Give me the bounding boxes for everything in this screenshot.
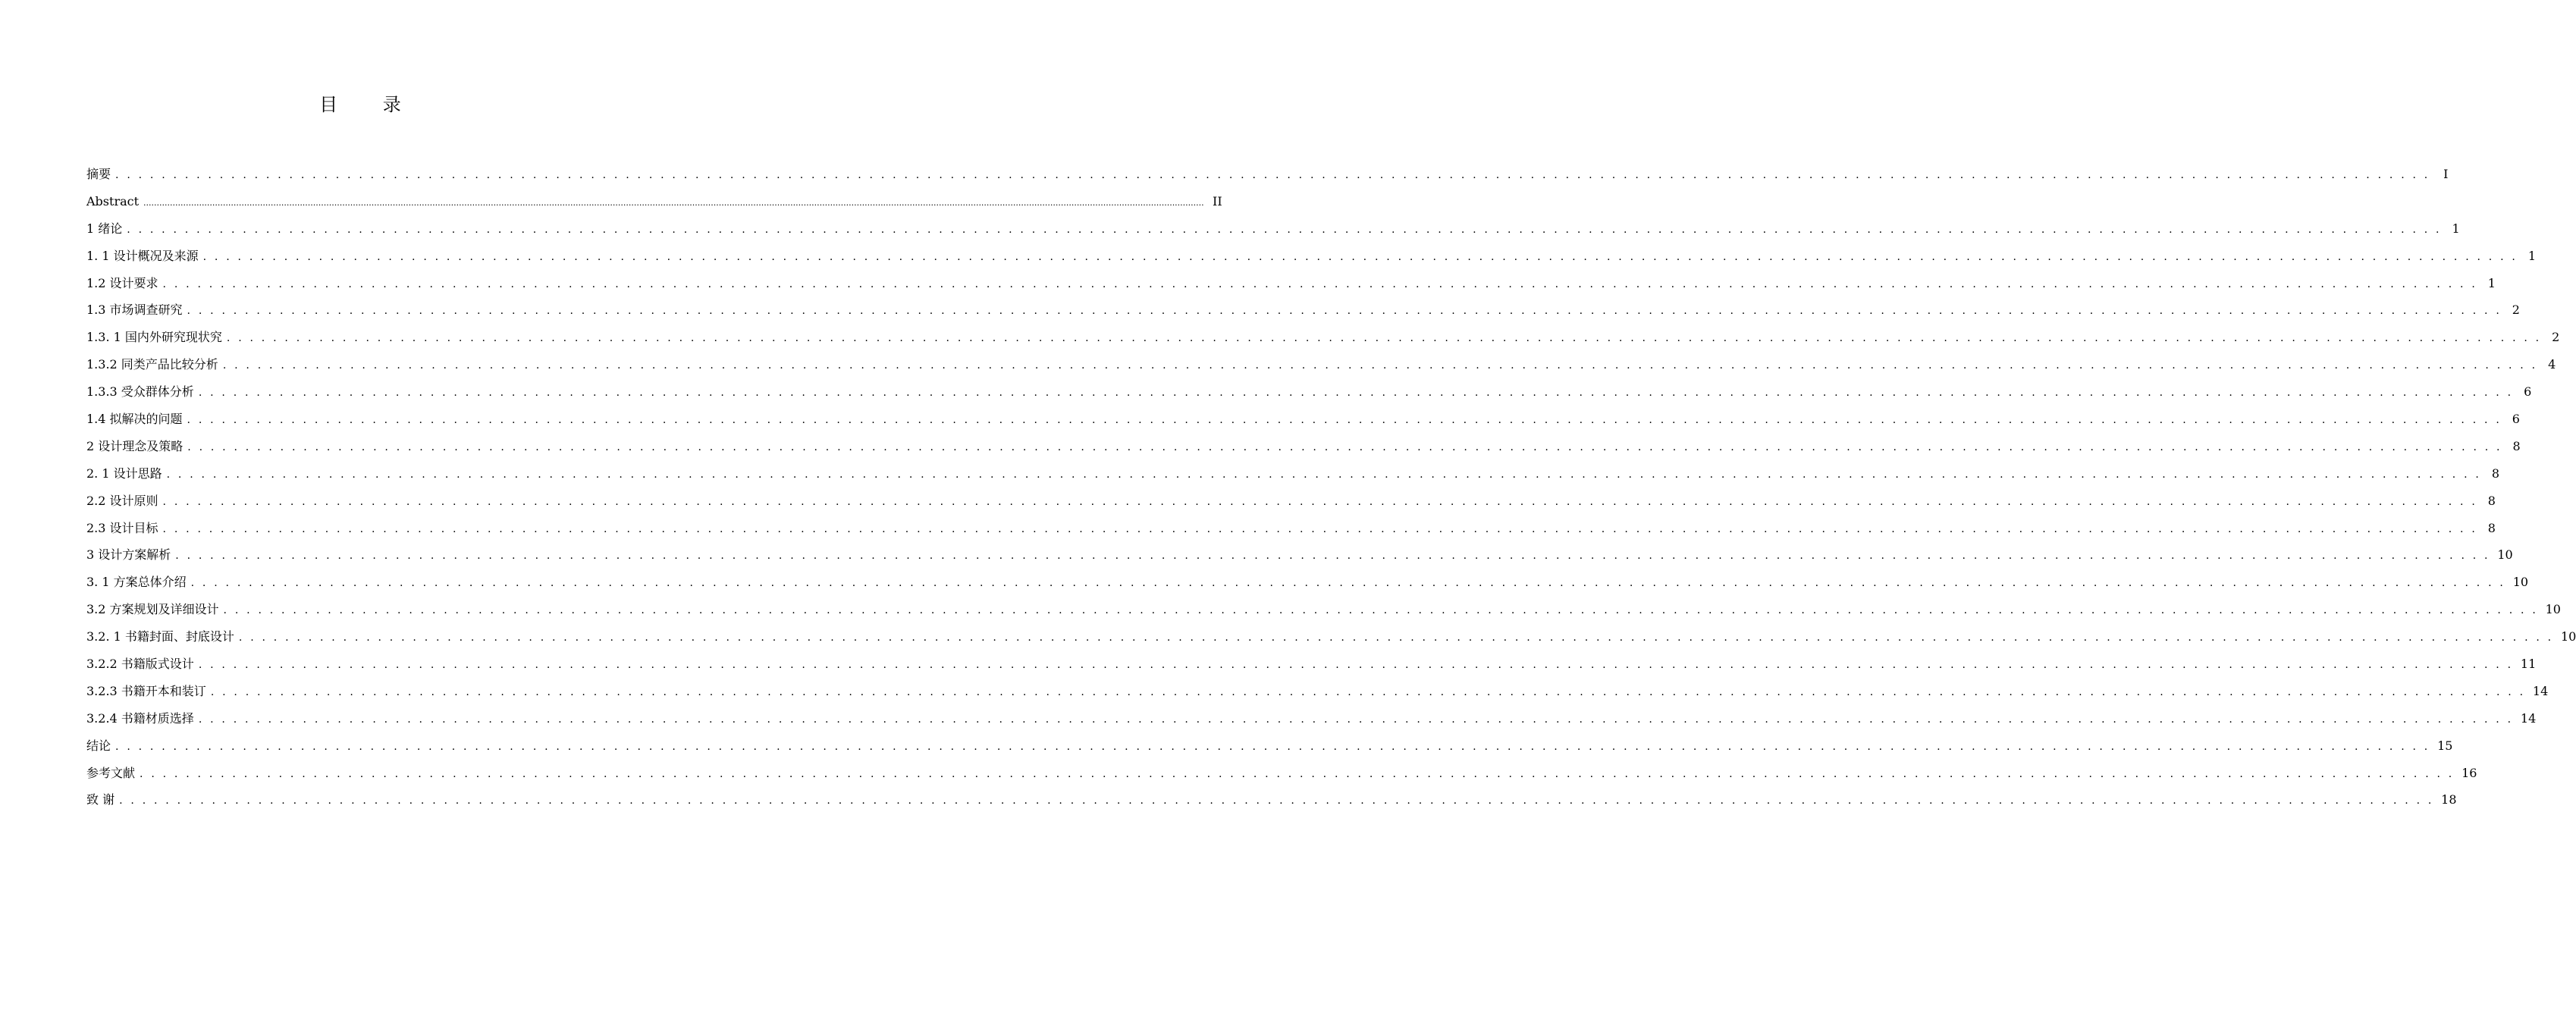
toc-entry-label: 3. 1 方案总体介绍 bbox=[86, 575, 187, 590]
toc-entry-page-number: 2 bbox=[2552, 330, 2560, 345]
toc-leader-dots: . . . . . . . . . . . . . . . . . . . . . . . . . . . . . . . . . . . . . . . . . . . . . . . . . . . . . . . . . . . . . . . . . . . . . . . . . . . . . . . . . . . . . . . . . . . . . . . . . . . . . . . . . . . . . . . . . . . . . . . . . . . . . . . . . . . . . . . . . . . . . . . . . . . . . . . . . . . . . . . . . . . . . . . . . . . . . . . . . . . . . . . . . . . . . . . . . . . . . . . . bbox=[198, 713, 2514, 726]
toc-entry-page-number: 6 bbox=[2524, 384, 2532, 400]
toc-entry[interactable] bbox=[86, 488, 2496, 515]
toc-entry-label: 1.2 设计要求 bbox=[86, 275, 158, 290]
toc-entry[interactable] bbox=[86, 351, 2556, 378]
toc-entry[interactable] bbox=[86, 324, 2560, 351]
toc-entry[interactable] bbox=[86, 188, 1222, 215]
toc-leader-dots: . . . . . . . . . . . . . . . . . . . . . . . . . . . . . . . . . . . . . . . . . . . . . . . . . . . . . . . . . . . . . . . . . . . . . . . . . . . . . . . . . . . . . . . . . . . . . . . . . . . . . . . . . . . . . . . . . . . . . . . . . . . . . . . . . . . . . . . . . . . . . . . . . . . . . . . . . . . . . . . . . . . . . . . . . . . . . . . . . . . . . . . . . . . . . . . . . . . . . . . . bbox=[187, 441, 2502, 453]
toc-entry-page-number: I bbox=[2443, 167, 2449, 181]
toc-entry-label: 3 设计方案解析 bbox=[86, 547, 171, 563]
toc-entry-label: 3.2 方案规划及详细设计 bbox=[86, 602, 219, 617]
toc-leader-dots: . . . . . . . . . . . . . . . . . . . . . . . . . . . . . . . . . . . . . . . . . . . . . . . . . . . . . . . . . . . . . . . . . . . . . . . . . . . . . . . . . . . . . . . . . . . . . . . . . . . . . . . . . . . . . . . . . . . . . . . . . . . . . . . . . . . . . . . . . . . . . . . . . . . . . . . . . . . . . . . . . . . . . . . . . . . . . . . . . . . . . . . . . . . . . . . . . . . . . . . . bbox=[202, 250, 2518, 263]
toc-entry-label: 1.3 市场调查研究 bbox=[86, 303, 183, 318]
toc-entry[interactable] bbox=[86, 623, 2576, 651]
toc-entry[interactable] bbox=[86, 406, 2520, 433]
toc-entry-page-number: 10 bbox=[2512, 575, 2529, 590]
toc-entry-page-number: 10 bbox=[2497, 547, 2513, 563]
toc-entry-page-number: 15 bbox=[2437, 738, 2453, 753]
toc-entry[interactable] bbox=[86, 651, 2537, 678]
toc-leader-dots: . . . . . . . . . . . . . . . . . . . . . . . . . . . . . . . . . . . . . . . . . . . . . . . . . . . . . . . . . . . . . . . . . . . . . . . . . . . . . . . . . . . . . . . . . . . . . . . . . . . . . . . . . . . . . . . . . . . . . . . . . . . . . . . . . . . . . . . . . . . . . . . . . . . . . . . . . . . . . . . . . . . . . . . . . . . . . . . . . . . . . . . . . . . . . . . . . . . . . . . . bbox=[115, 169, 2430, 181]
toc-entry[interactable] bbox=[86, 705, 2537, 732]
toc-entry-label: 参考文献 bbox=[86, 765, 136, 780]
toc-entry[interactable] bbox=[86, 460, 2500, 488]
toc-entry-page-number: 10 bbox=[2560, 629, 2576, 644]
toc-entry[interactable] bbox=[86, 243, 2537, 270]
toc-entry-label: 3.2.4 书籍材质选择 bbox=[86, 710, 194, 726]
toc-entry-label: 1.4 拟解决的问题 bbox=[86, 412, 183, 427]
toc-leader-dots: . . . . . . . . . . . . . . . . . . . . . . . . . . . . . . . . . . . . . . . . . . . . . . . . . . . . . . . . . . . . . . . . . . . . . . . . . . . . . . . . . . . . . . . . . . . . . . . . . . . . . . . . . . . . . . . . . . . . . . . . . . . . . . . . . . . . . . . . . . . . . . . . . . . . . . . . . . . . . . . . . . . . . . . . . . . . . . . . . . . . . . . . . . . . . . . . . . . . . . . . bbox=[210, 685, 2526, 698]
toc-leader-dots: . . . . . . . . . . . . . . . . . . . . . . . . . . . . . . . . . . . . . . . . . . . . . . . . . . . . . . . . . . . . . . . . . . . . . . . . . . . . . . . . . . . . . . . . . . . . . . . . . . . . . . . . . . . . . . . . . . . . . . . . . . . . . . . . . . . . . . . . . . . . . . . . . . . . . . . . . . . . . . . . . . . . . . . . . . . . . . . . . . . . . . . . . . . . . . . . . . . . . . . . bbox=[222, 359, 2538, 372]
toc-leader-dots: . . . . . . . . . . . . . . . . . . . . . . . . . . . . . . . . . . . . . . . . . . . . . . . . . . . . . . . . . . . . . . . . . . . . . . . . . . . . . . . . . . . . . . . . . . . . . . . . . . . . . . . . . . . . . . . . . . . . . . . . . . . . . . . . . . . . . . . . . . . . . . . . . . . . . . . . . . . . . . . . . . . . . . . . . . . . . . . . . . . . . . . . . . . . . . . . . . . . . . . . bbox=[175, 550, 2490, 563]
toc-entry[interactable] bbox=[86, 569, 2529, 596]
toc-entry-page-number: 6 bbox=[2512, 412, 2520, 427]
toc-entry-page-number: 4 bbox=[2548, 357, 2556, 372]
toc-entry-label: 结论 bbox=[86, 738, 111, 753]
toc-leader-dots: . . . . . . . . . . . . . . . . . . . . . . . . . . . . . . . . . . . . . . . . . . . . . . . . . . . . . . . . . . . . . . . . . . . . . . . . . . . . . . . . . . . . . . . . . . . . . . . . . . . . . . . . . . . . . . . . . . . . . . . . . . . . . . . . . . . . . . . . . . . . . . . . . . . . . . . . . . . . . . . . . . . . . . . . . . . . . . . . . . . . . . . . . . . . . . . . . . . . . . . . bbox=[162, 522, 2477, 535]
toc-entry-page-number: 1 bbox=[2452, 221, 2460, 236]
toc-entry-label: 1.3.3 受众群体分析 bbox=[86, 384, 194, 400]
toc-leader-dots: . . . . . . . . . . . . . . . . . . . . . . . . . . . . . . . . . . . . . . . . . . . . . . . . . . . . . . . . . . . . . . . . . . . . . . . . . . . . . . . . . . . . . . . . . . . . . . . . . . . . . . . . . . . . . . . . . . . . . . . . . . . . . . . . . . . . . . . . . . . . . . . . . . . . . . . . . . . . . . . . . . . . . . . . . . . . . . . . . . . . . . . . . . . . . . . . . . . . . . . . bbox=[166, 468, 2482, 481]
toc-entry-page-number: 8 bbox=[2512, 438, 2521, 453]
toc-entry[interactable] bbox=[86, 786, 2457, 814]
toc-entry-label: 摘要 bbox=[86, 167, 111, 181]
toc-leader-dots: . . . . . . . . . . . . . . . . . . . . . . . . . . . . . . . . . . . . . . . . . . . . . . . . . . . . . . . . . . . . . . . . . . . . . . . . . . . . . . . . . . . . . . . . . . . . . . . . . . . . . . . . . . . . . . . . . . . . . . . . . . . . . . . . . . . . . . . . . . . . . . . . . . . . . . . . . . . . . . . . . . . . . . . . . . . . . . . . . . . . . . . . . . . . . . . . . . . . . . . . bbox=[127, 223, 2442, 236]
toc-entry-page-number: 14 bbox=[2520, 710, 2537, 726]
toc-entry[interactable] bbox=[86, 678, 2549, 705]
toc-entry[interactable] bbox=[86, 215, 2460, 243]
table-of-contents bbox=[86, 161, 2576, 814]
toc-entry[interactable] bbox=[86, 433, 2521, 460]
toc-entry-label: 2.3 设计目标 bbox=[86, 520, 158, 535]
toc-leader-dots: . . . . . . . . . . . . . . . . . . . . . . . . . . . . . . . . . . . . . . . . . . . . . . . . . . . . . . . . . . . . . . . . . . . . . . . . . . . . . . . . . . . . . . . . . . . . . . . . . . . . . . . . . . . . . . . . . . . . . . . . . . . . . . . . . . . . . . . . . . . . . . . . . . . . . . . . . . . . . . . . . . . . . . . . . . . . . . . . . . . . . . . . . . . . . . . . . . . . . . . . bbox=[115, 740, 2430, 753]
toc-entry[interactable] bbox=[86, 760, 2477, 787]
toc-leader-dots: . . . . . . . . . . . . . . . . . . . . . . . . . . . . . . . . . . . . . . . . . . . . . . . . . . . . . . . . . . . . . . . . . . . . . . . . . . . . . . . . . . . . . . . . . . . . . . . . . . . . . . . . . . . . . . . . . . . . . . . . . . . . . . . . . . . . . . . . . . . . . . . . . . . . . . . . . . . . . . . . . . . . . . . . . . . . . . . . . . . . . . . . . . . . . . . . . . . . . . . . bbox=[190, 577, 2506, 590]
toc-leader-dots: . . . . . . . . . . . . . . . . . . . . . . . . . . . . . . . . . . . . . . . . . . . . . . . . . . . . . . . . . . . . . . . . . . . . . . . . . . . . . . . . . . . . . . . . . . . . . . . . . . . . . . . . . . . . . . . . . . . . . . . . . . . . . . . . . . . . . . . . . . . . . . . . . . . . . . . . . . . . . . . . . . . . . . . . . . . . . . . . . . . . . . . . . . . . . . . . . . . . . . . . bbox=[162, 495, 2477, 508]
toc-entry-label: 1. 1 设计概况及来源 bbox=[86, 248, 199, 263]
toc-entry-page-number: 14 bbox=[2532, 683, 2549, 698]
toc-entry-page-number: 18 bbox=[2441, 792, 2457, 807]
toc-entry[interactable] bbox=[86, 596, 2561, 623]
toc-entry-label: 致 谢 bbox=[86, 792, 115, 807]
toc-leader-dots: ................................................................................................................................................................................................................................................................................................................................................................................................................ bbox=[143, 197, 1204, 208]
toc-leader-dots: . . . . . . . . . . . . . . . . . . . . . . . . . . . . . . . . . . . . . . . . . . . . . . . . . . . . . . . . . . . . . . . . . . . . . . . . . . . . . . . . . . . . . . . . . . . . . . . . . . . . . . . . . . . . . . . . . . . . . . . . . . . . . . . . . . . . . . . . . . . . . . . . . . . . . . . . . . . . . . . . . . . . . . . . . . . . . . . . . . . . . . . . . . . . . . . . . . . . . . . . bbox=[140, 767, 2455, 780]
toc-entry[interactable] bbox=[86, 296, 2520, 324]
toc-entry[interactable] bbox=[86, 270, 2496, 297]
toc-entry-label: Abstract bbox=[86, 193, 140, 209]
toc-leader-dots: . . . . . . . . . . . . . . . . . . . . . . . . . . . . . . . . . . . . . . . . . . . . . . . . . . . . . . . . . . . . . . . . . . . . . . . . . . . . . . . . . . . . . . . . . . . . . . . . . . . . . . . . . . . . . . . . . . . . . . . . . . . . . . . . . . . . . . . . . . . . . . . . . . . . . . . . . . . . . . . . . . . . . . . . . . . . . . . . . . . . . . . . . . . . . . . . . . . . . . . . bbox=[226, 332, 2542, 345]
toc-entry-label: 1 绪论 bbox=[86, 221, 123, 236]
toc-entry[interactable] bbox=[86, 378, 2532, 406]
toc-entry-label: 3.2.3 书籍开本和装订 bbox=[86, 683, 206, 698]
toc-entry-label: 3.2. 1 书籍封面、封底设计 bbox=[86, 629, 234, 644]
page-title: 目 录 bbox=[319, 94, 421, 115]
toc-entry[interactable] bbox=[86, 515, 2496, 542]
toc-leader-dots: . . . . . . . . . . . . . . . . . . . . . . . . . . . . . . . . . . . . . . . . . . . . . . . . . . . . . . . . . . . . . . . . . . . . . . . . . . . . . . . . . . . . . . . . . . . . . . . . . . . . . . . . . . . . . . . . . . . . . . . . . . . . . . . . . . . . . . . . . . . . . . . . . . . . . . . . . . . . . . . . . . . . . . . . . . . . . . . . . . . . . . . . . . . . . . . . . . . . . . . . bbox=[162, 277, 2477, 290]
toc-entry-label: 2.2 设计原则 bbox=[86, 493, 158, 508]
toc-entry-page-number: 1 bbox=[2527, 248, 2537, 263]
toc-entry-page-number: 10 bbox=[2545, 602, 2561, 617]
toc-leader-dots: . . . . . . . . . . . . . . . . . . . . . . . . . . . . . . . . . . . . . . . . . . . . . . . . . . . . . . . . . . . . . . . . . . . . . . . . . . . . . . . . . . . . . . . . . . . . . . . . . . . . . . . . . . . . . . . . . . . . . . . . . . . . . . . . . . . . . . . . . . . . . . . . . . . . . . . . . . . . . . . . . . . . . . . . . . . . . . . . . . . . . . . . . . . . . . . . . . . . . . . . bbox=[119, 795, 2434, 807]
toc-entry-page-number: II bbox=[1213, 193, 1222, 209]
toc-entry-label: 1.3.2 同类产品比较分析 bbox=[86, 357, 218, 372]
toc-entry-page-number: 8 bbox=[2487, 493, 2496, 508]
toc-leader-dots: . . . . . . . . . . . . . . . . . . . . . . . . . . . . . . . . . . . . . . . . . . . . . . . . . . . . . . . . . . . . . . . . . . . . . . . . . . . . . . . . . . . . . . . . . . . . . . . . . . . . . . . . . . . . . . . . . . . . . . . . . . . . . . . . . . . . . . . . . . . . . . . . . . . . . . . . . . . . . . . . . . . . . . . . . . . . . . . . . . . . . . . . . . . . . . . . . . . . . . . . bbox=[187, 305, 2502, 318]
toc-entry-label: 1.3. 1 国内外研究现状究 bbox=[86, 330, 222, 345]
toc-entry-page-number: 1 bbox=[2487, 275, 2496, 290]
toc-entry-label: 3.2.2 书籍版式设计 bbox=[86, 657, 194, 672]
toc-entry-page-number: 11 bbox=[2520, 657, 2537, 672]
toc-entry-label: 2 设计理念及策略 bbox=[86, 438, 184, 453]
toc-leader-dots: . . . . . . . . . . . . . . . . . . . . . . . . . . . . . . . . . . . . . . . . . . . . . . . . . . . . . . . . . . . . . . . . . . . . . . . . . . . . . . . . . . . . . . . . . . . . . . . . . . . . . . . . . . . . . . . . . . . . . . . . . . . . . . . . . . . . . . . . . . . . . . . . . . . . . . . . . . . . . . . . . . . . . . . . . . . . . . . . . . . . . . . . . . . . . . . . . . . . . . . . bbox=[238, 632, 2554, 644]
toc-entry-page-number: 8 bbox=[2491, 466, 2500, 481]
toc-entry-page-number: 2 bbox=[2512, 303, 2520, 318]
toc-entry[interactable] bbox=[86, 732, 2453, 760]
toc-leader-dots: . . . . . . . . . . . . . . . . . . . . . . . . . . . . . . . . . . . . . . . . . . . . . . . . . . . . . . . . . . . . . . . . . . . . . . . . . . . . . . . . . . . . . . . . . . . . . . . . . . . . . . . . . . . . . . . . . . . . . . . . . . . . . . . . . . . . . . . . . . . . . . . . . . . . . . . . . . . . . . . . . . . . . . . . . . . . . . . . . . . . . . . . . . . . . . . . . . . . . . . . bbox=[198, 659, 2514, 672]
toc-leader-dots: . . . . . . . . . . . . . . . . . . . . . . . . . . . . . . . . . . . . . . . . . . . . . . . . . . . . . . . . . . . . . . . . . . . . . . . . . . . . . . . . . . . . . . . . . . . . . . . . . . . . . . . . . . . . . . . . . . . . . . . . . . . . . . . . . . . . . . . . . . . . . . . . . . . . . . . . . . . . . . . . . . . . . . . . . . . . . . . . . . . . . . . . . . . . . . . . . . . . . . . . bbox=[223, 604, 2538, 617]
toc-entry-label: 2. 1 设计思路 bbox=[86, 466, 162, 481]
toc-entry-page-number: 16 bbox=[2461, 765, 2477, 780]
toc-entry[interactable] bbox=[86, 161, 2449, 188]
toc-leader-dots: . . . . . . . . . . . . . . . . . . . . . . . . . . . . . . . . . . . . . . . . . . . . . . . . . . . . . . . . . . . . . . . . . . . . . . . . . . . . . . . . . . . . . . . . . . . . . . . . . . . . . . . . . . . . . . . . . . . . . . . . . . . . . . . . . . . . . . . . . . . . . . . . . . . . . . . . . . . . . . . . . . . . . . . . . . . . . . . . . . . . . . . . . . . . . . . . . . . . . . . . bbox=[187, 414, 2502, 427]
toc-entry[interactable] bbox=[86, 541, 2513, 569]
toc-entry-page-number: 8 bbox=[2487, 520, 2496, 535]
toc-leader-dots: . . . . . . . . . . . . . . . . . . . . . . . . . . . . . . . . . . . . . . . . . . . . . . . . . . . . . . . . . . . . . . . . . . . . . . . . . . . . . . . . . . . . . . . . . . . . . . . . . . . . . . . . . . . . . . . . . . . . . . . . . . . . . . . . . . . . . . . . . . . . . . . . . . . . . . . . . . . . . . . . . . . . . . . . . . . . . . . . . . . . . . . . . . . . . . . . . . . . . . . . bbox=[198, 387, 2514, 400]
